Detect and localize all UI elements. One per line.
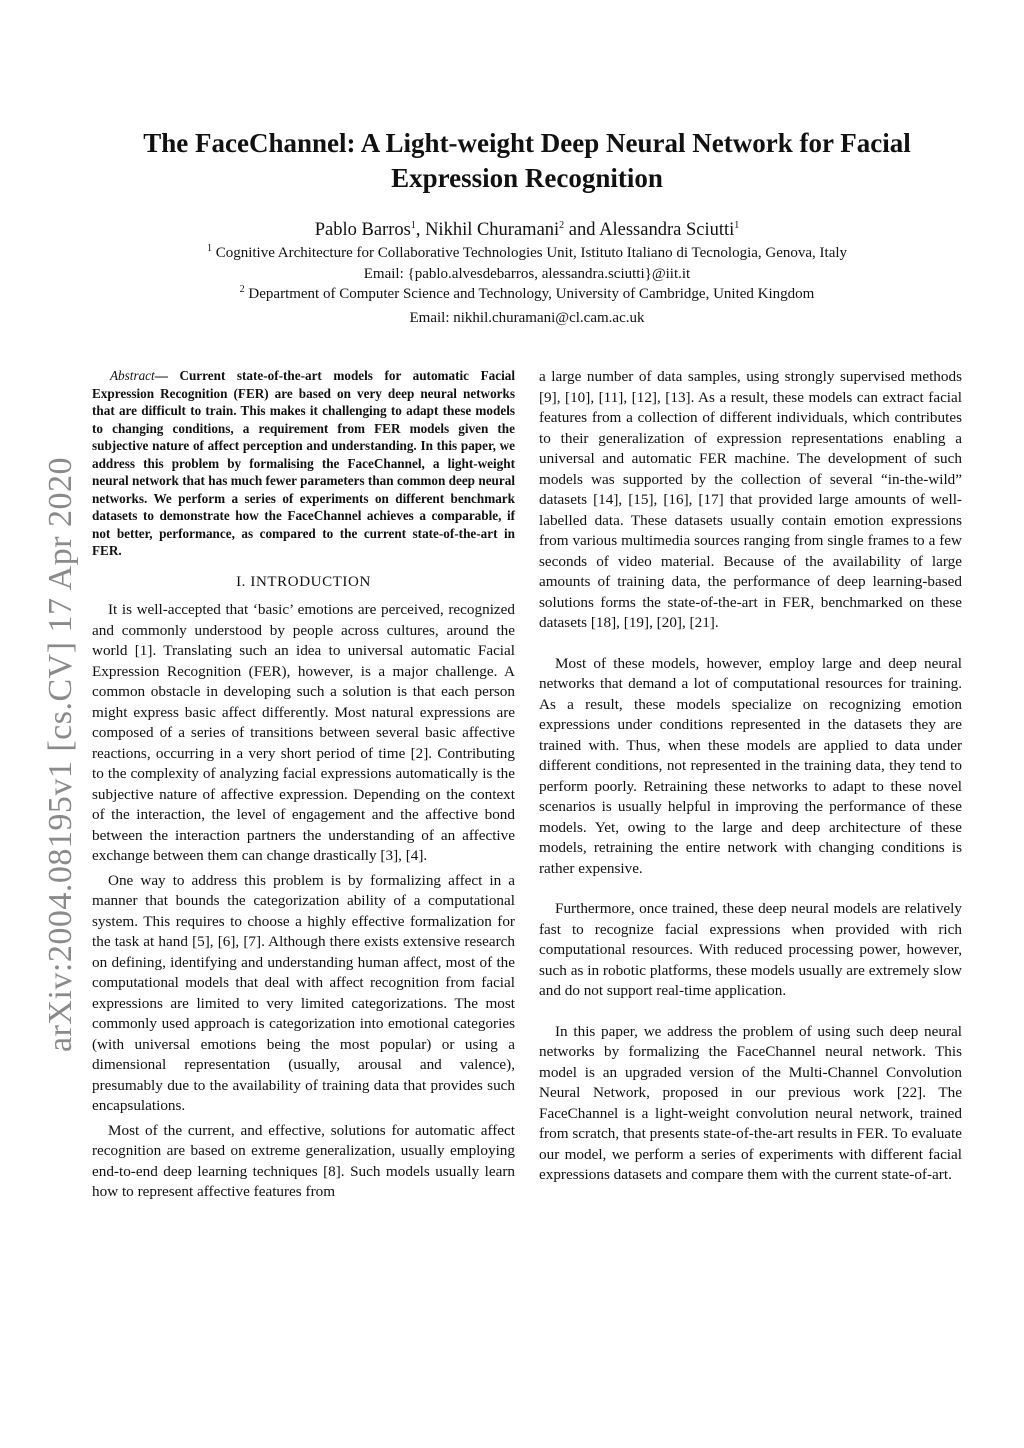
body-paragraph: a large number of data samples, using strongly supervised methods [9], [10], [11], [12], [13]. As a result, these models can extract facial features from a collection of different individuals, which contributes to their generalization of expression representations enabling a universal and automatic FER machine. The development of such models was supported by the collection of several “in-the-wild” datasets [14], [15], [16], [17] that provided large amounts of well-labelled data. These datasets usually contain emotion expressions from various multimedia sources ranging from single frames to a few seconds of video material. Because of the availability of large amounts of training data, the performance of deep learning-based solutions forms the state-of-the-art in FER, benchmarked on these datasets [18], [19], [20], [21]. bbox=[539, 368, 962, 631]
author-separator: and bbox=[564, 220, 600, 240]
affiliation-2-email: Email: nikhil.churamani@cl.cam.ac.uk bbox=[409, 310, 645, 326]
body-paragraph: One way to address this problem is by formalizing affect in a manner that bounds the categorization ability of a computational system. This requires to choose a highly effective formalization for the task at hand [5], [6], [7]. Although there exists extensive research on defining, identifying and understanding human affect, most of the computational models that deal with affect recognition from facial expressions are limited to very limited categorizations. The most commonly used approach is categorization into emotional categories (with universal emotions being the most popular) or using a dimensional representation (usually, arousal and valence), presumably due to the availability of training data that provides such encapsulations. bbox=[92, 871, 515, 1114]
affiliation-1-email: Email: {pablo.alvesdebarros, alessandra.sciutti}@iit.it bbox=[363, 266, 691, 282]
arxiv-identifier-stamp: arXiv:2004.08195v1 [cs.CV] 17 Apr 2020 bbox=[42, 456, 79, 1052]
affiliation-text: Department of Computer Science and Technology, University of Cambridge, United Kingdom bbox=[248, 286, 815, 302]
body-paragraph: In this paper, we address the problem of using such deep neural networks by formalizing the FaceChannel neural network. This model is an upgraded version of the Multi-Channel Convolution Neural Network, proposed in our previous work [22]. The FaceChannel is a light-weight convolution neural network, trained from scratch, that presents state-of-the-art results in FER. To evaluate our model, we perform a series of experiments with different facial expressions datasets and compare them with the current state-of-art. bbox=[539, 1022, 962, 1183]
affiliation-mark: 2 bbox=[559, 219, 565, 231]
abstract-dash: — bbox=[154, 368, 180, 383]
author-line bbox=[90, 218, 964, 242]
abstract-label: Abstract bbox=[110, 368, 155, 383]
right-column bbox=[539, 367, 962, 1190]
affiliation-2 bbox=[90, 284, 964, 304]
body-paragraph: Furthermore, once trained, these deep neural models are relatively fast to recognize facial expressions when provided with rich computational resources. With reduced processing power, however, such as in robotic platforms, these models usually are extremely slow and do not support real-time application. bbox=[539, 900, 962, 999]
author-name: Nikhil Churamani bbox=[425, 220, 560, 240]
body-paragraph: Most of these models, however, employ large and deep neural networks that demand a lot of computational resources for training. As a result, these models specialize on recognizing emotion expressions under conditions represented in the datasets they are trained with. Thus, when these models are applied to data under different conditions, not represented in the training data, they tend to perform poorly. Retraining these networks to adapt to these novel scenarios is usually helpful in improving the performance of these models. Yet, owing to the large and deep architecture of these models, retraining the entire network with changing conditions is rather expensive. bbox=[539, 654, 962, 877]
section-heading-introduction: I. INTRODUCTION bbox=[236, 573, 371, 590]
body-paragraph: Most of the current, and effective, solutions for automatic affect recognition are based on extreme generalization, usually employing end-to-end deep learning techniques [8]. Such models usually learn how to represent affective features from bbox=[92, 1121, 515, 1200]
affiliation-mark: 1 bbox=[734, 219, 740, 231]
author-name: Pablo Barros bbox=[314, 220, 411, 240]
author-name: Alessandra Sciutti bbox=[599, 220, 735, 240]
affiliation-1 bbox=[90, 243, 964, 263]
paper-title: The FaceChannel: A Light-weight Deep Neural Network for Facial Expression Recognition bbox=[143, 128, 911, 193]
abstract bbox=[92, 367, 515, 560]
affiliation-mark: 1 bbox=[410, 219, 416, 231]
abstract-text: Current state-of-the-art models for automatic Facial Expression Recognition (FER) are based on very deep neural networks that are difficult to train. This makes it challenging to adapt these models to changing conditions, a requirement from FER models given the subjective nature of affect perception and understanding. In this paper, we address this problem by formalising the FaceChannel, a light-weight neural network that has much fewer parameters than common deep neural networks. We perform a series of experiments on different benchmark datasets to demonstrate how the FaceChannel achieves a comparable, if not better, performance, as compared to the current state-of-the-art in FER. bbox=[92, 368, 515, 558]
author-separator: , bbox=[415, 220, 426, 240]
left-column bbox=[92, 367, 515, 1207]
affiliation-text: Cognitive Architecture for Collaborative Technologies Unit, Istituto Italiano di Tecnologia, Genova, Italy bbox=[215, 245, 848, 261]
affiliation-mark: 1 bbox=[206, 243, 212, 254]
affiliation-mark: 2 bbox=[239, 284, 245, 295]
body-paragraph: It is well-accepted that ‘basic’ emotions are perceived, recognized and commonly understood by people across cultures, around the world [1]. Translating such an idea to universal automatic Facial Expression Recognition (FER), however, is a major challenge. A common obstacle in developing such a solution is that each person might express basic affect differently. Most natural expressions are composed of a series of transitions between several basic affective reactions, occurring in a very short period of time [2]. Contributing to the complexity of analyzing facial expressions automatically is the subjective nature of affective expression. Depending on the context of the interaction, the level of engagement and the affective bond between the interaction partners the understanding of an affective exchange between them can change drastically [3], [4]. bbox=[92, 601, 515, 864]
